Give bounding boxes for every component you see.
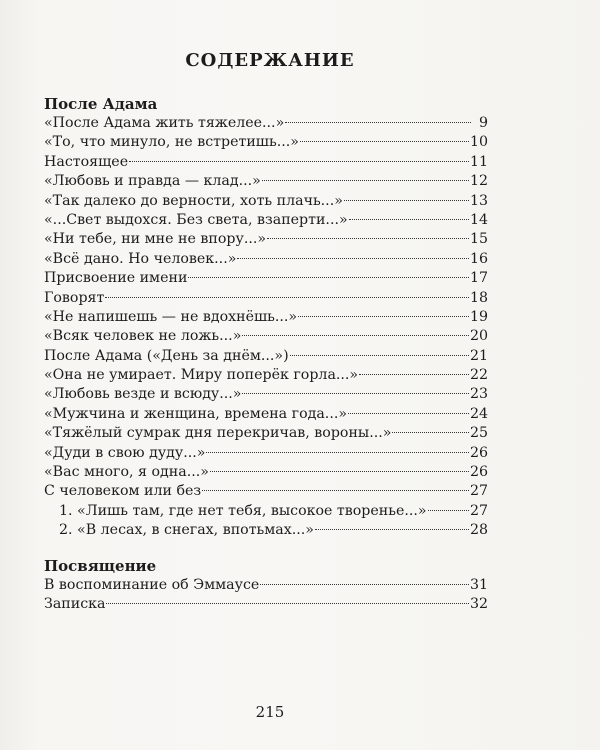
toc-entry	[44, 230, 488, 249]
toc-entry-title: Записка	[44, 596, 106, 613]
toc-entry-page: 20	[469, 328, 488, 345]
dot-leader	[262, 180, 469, 181]
toc-entry	[44, 444, 488, 463]
dot-leader	[188, 277, 469, 278]
toc-entry-page: 16	[469, 250, 488, 267]
toc-entry-title: «Мужчина и женщина, времена года...»	[44, 405, 348, 422]
toc-section-dedication	[44, 556, 488, 615]
toc-entry-page: 27	[469, 502, 488, 519]
toc-entry	[44, 366, 488, 385]
toc-entry	[44, 385, 488, 404]
dot-leader	[285, 122, 471, 123]
dot-leader	[210, 471, 469, 472]
toc-entry-title: Присвоение имени	[44, 270, 188, 287]
section-heading: Посвящение	[44, 557, 157, 575]
dot-leader	[359, 374, 469, 375]
dot-leader	[348, 413, 469, 414]
section-heading: После Адама	[44, 95, 158, 113]
toc-entry	[44, 482, 488, 501]
toc-entry-page: 18	[469, 289, 488, 306]
toc-entry-title: «Так далеко до верности, хоть плачь...»	[44, 192, 343, 209]
toc-entry-title: Говорят	[44, 289, 105, 306]
toc-section-after-adam	[44, 94, 488, 541]
toc-entry	[44, 269, 488, 288]
toc-entry-page: 28	[469, 522, 488, 539]
toc-entry-page: 26	[469, 464, 488, 481]
toc-entry-page: 15	[469, 231, 488, 248]
toc-entry	[44, 211, 488, 230]
dot-leader	[202, 490, 469, 491]
page-number: 215	[255, 703, 285, 721]
toc-entry-title: «Вас много, я одна...»	[44, 464, 209, 481]
toc-entry	[44, 463, 488, 482]
toc-entry	[44, 347, 488, 366]
dot-leader	[267, 238, 469, 239]
toc-entry	[44, 192, 488, 211]
dot-leader	[242, 393, 468, 394]
toc-entry	[44, 502, 488, 521]
toc-entry	[44, 172, 488, 191]
toc-entry-title: 2. «В лесах, в снегах, впотьмах...»	[59, 522, 314, 539]
toc-entry	[44, 595, 488, 614]
toc-entry-title: «Не напишешь — не вдохнёшь...»	[44, 308, 298, 325]
dot-leader	[106, 603, 468, 604]
toc-entry-page: 26	[469, 444, 488, 461]
toc-entry-title: «Всяк человек не ложь...»	[44, 328, 242, 345]
toc-entry-title: «Она не умирает. Миру поперёк горла...»	[44, 367, 359, 384]
dot-leader	[260, 584, 469, 585]
toc-entry-page: 9	[478, 115, 488, 131]
toc-entry-page: 19	[469, 308, 488, 325]
toc-entry-title: «То, что минуло, не встретишь...»	[44, 134, 299, 151]
toc-entry-page: 10	[469, 134, 488, 151]
toc-entry-title: «После Адама жить тяжелее...»	[44, 115, 285, 131]
toc-entry	[44, 153, 488, 172]
toc-entry-page: 12	[469, 173, 488, 190]
dot-leader	[344, 200, 469, 201]
toc-entry	[44, 327, 488, 346]
toc-entry-title: «Ни тебе, ни мне не впору...»	[44, 231, 267, 248]
toc-entry-page: 13	[469, 192, 488, 209]
dot-leader	[105, 297, 469, 298]
toc-entry-page: 17	[469, 270, 488, 287]
toc-entry	[44, 133, 488, 152]
toc-entry-title: С человеком или без	[44, 483, 202, 500]
toc-entry	[44, 308, 488, 327]
toc-entry-title: «...Свет выдохся. Без света, взаперти...»	[44, 211, 348, 228]
toc-entry-title: После Адама («День за днём...»)	[44, 347, 289, 364]
toc-entry-page: 22	[469, 367, 488, 384]
toc-entry-title: «Любовь и правда — клад...»	[44, 173, 261, 190]
toc-entry-title: «Дуди в свою дуду...»	[44, 444, 206, 461]
dot-leader	[298, 316, 469, 317]
toc-entry-title: Настоящее	[44, 153, 129, 170]
dot-leader	[392, 432, 469, 433]
dot-leader	[206, 452, 468, 453]
dot-leader	[349, 219, 469, 220]
dot-leader	[315, 529, 469, 530]
dot-leader	[428, 510, 469, 511]
toc-entry-page: 25	[469, 425, 488, 442]
dot-leader	[242, 335, 469, 336]
toc-entry	[44, 289, 488, 308]
toc-entry-title: В воспоминание об Эммаусе	[44, 577, 260, 593]
toc-entry-title: «Всё дано. Но человек...»	[44, 250, 237, 267]
toc-entry	[44, 521, 488, 540]
dot-leader	[237, 258, 469, 259]
toc-entry	[44, 576, 488, 595]
toc-entry-page: 23	[469, 386, 488, 403]
toc-entry	[44, 250, 488, 269]
toc-entry	[44, 405, 488, 424]
toc-entry-title: «Любовь везде и всюду...»	[44, 386, 242, 403]
toc-entry	[44, 424, 488, 443]
dot-leader	[290, 355, 469, 356]
toc-entry-page: 24	[469, 405, 488, 422]
dot-leader	[300, 141, 469, 142]
toc-entry-page: 32	[469, 596, 488, 613]
toc-entry-page: 14	[469, 211, 488, 228]
toc-entry	[44, 114, 488, 133]
page-title: СОДЕРЖАНИЕ	[185, 50, 355, 71]
toc-entry-page: 27	[469, 483, 488, 500]
toc-entry-page: 11	[469, 153, 488, 170]
toc-entry-title: «Тяжёлый сумрак дня перекричав, вороны...»	[44, 425, 392, 442]
toc-entry-page: 31	[469, 577, 488, 593]
toc-entry-page: 21	[469, 347, 488, 364]
toc-entry-title: 1. «Лишь там, где нет тебя, высокое творенье...»	[59, 502, 427, 519]
dot-leader	[129, 161, 469, 162]
